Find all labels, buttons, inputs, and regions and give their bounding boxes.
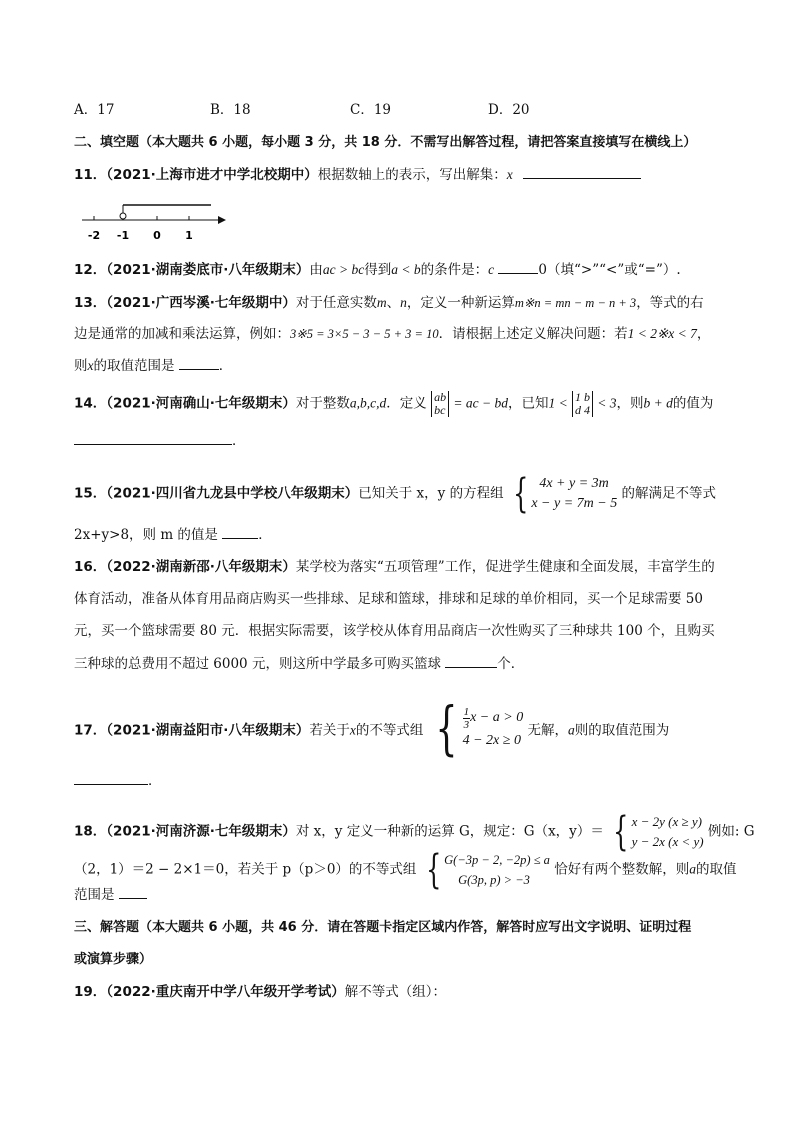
determinant <box>431 391 449 417</box>
q15-text: 2x+y>8，则 m 的值是 <box>74 527 218 543</box>
q16-text: 某学校为落实“五项管理”工作，促进学生健康和全面发展，丰富学生的 <box>295 559 715 575</box>
q19-source: （2022·重庆南开中学八年级开学考试） <box>106 984 345 1000</box>
q13-text: 、 <box>386 295 401 311</box>
q13-text: 对于任意实数 <box>295 295 377 311</box>
q17-text: ． <box>148 773 162 789</box>
q13-text: ． <box>218 358 233 374</box>
q13-text: 则 <box>74 358 88 374</box>
q15-source: （2021·四川省九龙县中学校八年级期末） <box>106 485 359 502</box>
question-12 <box>74 259 734 280</box>
denominator: 3 <box>463 718 470 731</box>
q14-math: 1 < <box>548 395 568 411</box>
q14-text: ，则 <box>616 395 644 412</box>
q12-number: 12． <box>74 262 107 278</box>
q16-text: 三种球的总费用不超过 6000 元，则这所中学最多可购买篮球 <box>74 656 441 672</box>
option-d: D．20 <box>488 102 530 118</box>
q17-text: 若关于 <box>309 722 350 739</box>
question-14 <box>74 391 734 417</box>
question-13-line-2 <box>74 324 734 344</box>
q13-number: 13． <box>74 295 107 311</box>
option-a: A．17 <box>74 102 115 118</box>
q14-math: < 3 <box>597 395 617 411</box>
det-row: 1 b <box>575 390 590 404</box>
q18-text: 范围是 <box>74 887 115 903</box>
question-16-line-2: 体育活动，准备从体育用品商店购买一些排球、足球和篮球，排球和足球的单价相同，买一个足球需要 50 <box>74 591 703 607</box>
question-14-line-2 <box>74 430 734 451</box>
q18-math: a <box>689 861 696 877</box>
q15-number: 15． <box>74 485 107 502</box>
inequality-row <box>463 706 524 731</box>
q12-math: c <box>488 262 495 277</box>
question-18 <box>74 809 755 855</box>
section-3-heading: 三、解答题（本大题共 6 小题，共 46 分．请在答题卡指定区域内作答，解答时应写出文字说明、证明过程 <box>74 920 692 935</box>
q18-answer-blank[interactable] <box>119 884 147 899</box>
tick-label: 1 <box>185 229 193 242</box>
section-2-heading: 二、填空题（本大题共 6 小题，每小题 3 分，共 18 分．不需写出解答过程，请把答案直接填写在横线上） <box>74 135 697 150</box>
q13-math: m※n = mn − m − n + 3 <box>514 296 637 310</box>
q15-text: 的解满足不等式 <box>621 485 717 502</box>
question-13 <box>74 293 734 313</box>
q13-text: ．请根据上述定义解决问题：若 <box>438 326 628 342</box>
q19-number: 19． <box>74 984 107 1000</box>
equation-row: 4x + y = 3m <box>539 476 609 491</box>
q15-answer-blank[interactable] <box>222 524 258 539</box>
question-15-line-2 <box>74 524 734 545</box>
q17-source: （2021·湖南益阳市·八年级期末） <box>106 722 310 739</box>
q13-source: （2021·广西岑溪·七年级期中） <box>106 295 296 311</box>
determinant <box>572 391 593 417</box>
q18-text: 对 x，y 定义一种新的运算 G，规定：G（x，y）＝ <box>295 823 604 840</box>
q13-text: ， <box>696 326 711 342</box>
number-line-figure <box>78 196 228 244</box>
q16-text: 个． <box>497 656 525 672</box>
inequality-row: G(3p, p) > −3 <box>458 873 530 887</box>
question-15 <box>74 471 734 517</box>
piecewise-row: x − 2y (x ≥ y) <box>631 814 702 829</box>
q16-number: 16． <box>74 559 107 575</box>
q12-text: 0（填“>”“<”或“=”）. <box>538 262 681 278</box>
q13-math: n <box>400 295 407 310</box>
q18-text: 的取值 <box>695 861 737 878</box>
q14-answer-blank[interactable] <box>74 430 232 445</box>
question-16 <box>74 557 734 577</box>
q13-text: 边是通常的加减和乘法运算，例如： <box>74 326 290 342</box>
q12-text: 由 <box>309 262 323 278</box>
q14-math: b + d <box>643 395 673 411</box>
q12-answer-blank[interactable] <box>498 259 538 274</box>
q13-text: ，定义一种新运算 <box>406 295 515 311</box>
q15-text: 已知关于 x，y 的方程组 <box>358 485 504 502</box>
q16-source: （2022·湖南新邵·八年级期末） <box>106 559 296 575</box>
q18-text: （2，1）＝2 − 2×1＝0，若关于 p（p＞0）的不等式组 <box>74 861 417 878</box>
q17-text: 的不等式组 <box>355 722 424 739</box>
q12-math: a < b <box>391 262 421 277</box>
q17-math: x <box>349 722 356 738</box>
question-16-line-3: 元，买一个篮球需要 80 元．根据实际需要，该学校从体育用品商店一次性购买了三种球共 100 个，且购买 <box>74 623 715 639</box>
option-c: C．19 <box>350 102 392 118</box>
q11-source: （2021·上海市进才中学北校期中） <box>106 167 318 183</box>
piecewise-definition: { x − 2y (x ≥ y) y − 2x (x < y) <box>613 809 704 855</box>
inequality-row: 4 − 2x ≥ 0 <box>462 732 521 748</box>
det-row: ab <box>434 390 447 404</box>
q18-text: 例如: G <box>707 823 755 840</box>
q17-math: a <box>568 722 575 738</box>
equation-system: { 4x + y = 3m x − y = 7m − 5 <box>512 471 618 517</box>
q14-text: ，已知 <box>507 395 549 412</box>
q13-math: 1 < 2※x < 7 <box>627 326 697 341</box>
piecewise-row: y − 2x (x < y) <box>631 834 704 849</box>
q13-answer-blank[interactable] <box>179 355 219 370</box>
equation-row: x − y = 7m − 5 <box>531 496 618 511</box>
q13-text: 的取值范围是 <box>93 358 175 374</box>
q16-answer-blank[interactable] <box>445 653 497 668</box>
inequality-system: { G(−3p − 2, −2p) ≤ a G(3p, p) > −3 <box>425 847 550 893</box>
inequality-system: { $\frac{1}{3}$ x − a > 0 4 − 2x ≥ 0 <box>435 694 524 762</box>
q11-number: 11． <box>74 167 107 183</box>
option-b: B．18 <box>210 102 251 118</box>
q17-text: 无解， <box>527 722 568 739</box>
q12-source: （2021·湖南娄底市·八年级期末） <box>106 262 310 278</box>
question-11 <box>74 164 734 185</box>
q13-text: ，等式的右 <box>636 295 704 311</box>
q14-text: 对于整数 <box>295 395 350 412</box>
q14-math: a,b,c,d <box>349 395 387 411</box>
q17-answer-blank[interactable] <box>74 770 148 785</box>
question-17-line-2 <box>74 770 734 791</box>
q17-number: 17． <box>74 722 107 739</box>
question-16-line-4 <box>74 653 734 674</box>
q19-text: 解不等式（组）： <box>344 984 446 1000</box>
q14-source: （2021·河南确山·七年级期末） <box>106 395 296 412</box>
tick-label: -1 <box>116 229 130 242</box>
q14-text: 的值为 <box>672 395 714 412</box>
q14-number: 14． <box>74 395 107 412</box>
q14-math: = ac − bd <box>453 395 508 411</box>
q15-text: ． <box>258 527 272 543</box>
tick-label: -2 <box>87 229 101 242</box>
q13-math: m <box>376 295 387 310</box>
det-row: bc <box>434 403 446 417</box>
q11-text: 根据数轴上的表示，写出解集： <box>317 167 507 183</box>
q11-answer-blank[interactable] <box>523 164 641 179</box>
q12-text: 的条件是： <box>420 262 489 278</box>
q11-var: x <box>506 167 513 182</box>
q12-math: ac > bc <box>322 262 365 277</box>
inequality-text: x − a > 0 <box>470 710 524 725</box>
q13-math: x <box>87 358 94 373</box>
inequality-row: G(−3p − 2, −2p) ≤ a <box>444 853 550 867</box>
tick-label: 0 <box>153 229 161 242</box>
q13-math: 3※5 = 3×5 − 3 − 5 + 3 = 10 <box>290 327 439 341</box>
q14-text: ． <box>232 433 246 449</box>
q18-text: 恰好有两个整数解，则 <box>554 861 690 878</box>
q18-source: （2021·河南济源·七年级期末） <box>106 823 296 840</box>
q17-text: 则的取值范围为 <box>574 722 670 739</box>
question-19 <box>74 982 734 1002</box>
q12-text: 得到 <box>364 262 392 278</box>
numerator: 1 <box>463 705 470 718</box>
q18-number: 18． <box>74 823 107 840</box>
question-18-line-3 <box>74 884 734 905</box>
question-13-line-3 <box>74 355 734 376</box>
det-row: d 4 <box>575 403 590 417</box>
section-3-heading-cont: 或演算步骤） <box>74 952 153 967</box>
fraction <box>463 706 471 731</box>
q14-text: ．定义 <box>386 395 427 412</box>
question-17 <box>74 694 734 762</box>
